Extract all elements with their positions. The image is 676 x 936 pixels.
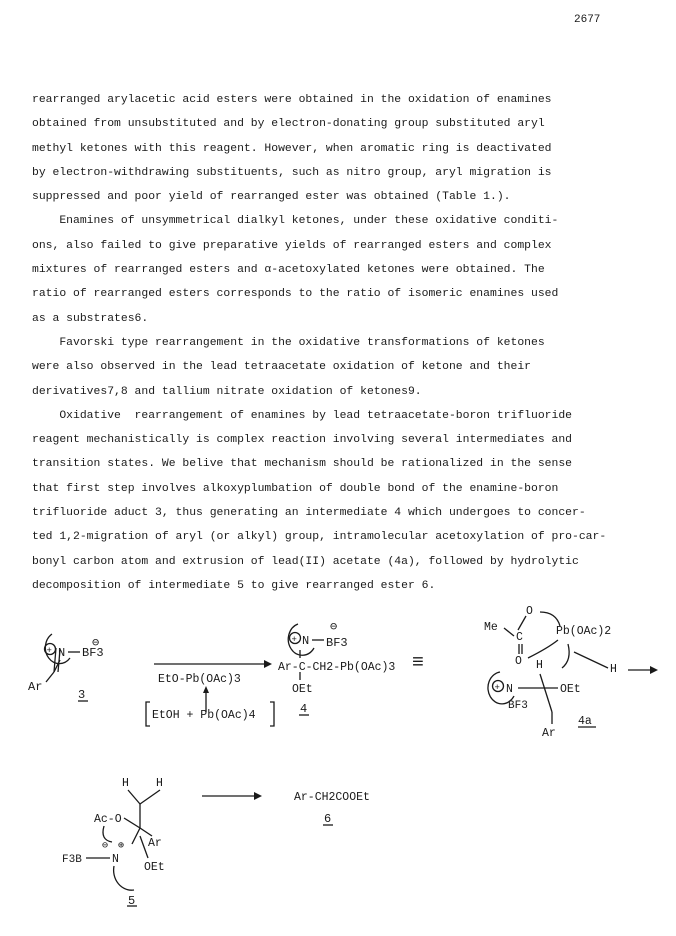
compound-3 — [28, 634, 104, 702]
text-line: transition states. We belive that mechanism should be rationalized in the sense — [32, 458, 573, 471]
svg-text:Me: Me — [484, 621, 498, 634]
equivalence-sign: ≡ — [412, 652, 425, 675]
svg-text:O: O — [515, 655, 522, 668]
svg-text:H: H — [610, 663, 617, 676]
text-line: ons, also failed to give preparative yields of rearranged esters and complex — [32, 239, 552, 252]
svg-text:3: 3 — [78, 688, 86, 702]
svg-text:+: + — [46, 646, 52, 656]
svg-text:N: N — [58, 646, 66, 660]
text-line: derivatives7,8 and tallium nitrate oxidation of ketones9. — [32, 385, 422, 398]
svg-text:⊖: ⊖ — [330, 620, 338, 634]
svg-text:F3B: F3B — [62, 854, 82, 866]
svg-text:H: H — [122, 777, 129, 790]
svg-text:Ar: Ar — [148, 837, 162, 850]
svg-text:N: N — [112, 853, 119, 866]
svg-text:4: 4 — [300, 702, 308, 716]
svg-text:Ar-CH2COOEt: Ar-CH2COOEt — [294, 791, 370, 804]
text-line: methyl ketones with this reagent. However, when aromatic ring is deactivated — [32, 142, 552, 155]
text-line: bonyl carbon atom and extrusion of lead(II) acetate (4a), followed by hydrolytic — [32, 555, 579, 568]
text-line: that first step involves alkoxyplumbation of double bond of the enamine-boron — [32, 482, 559, 495]
svg-text:OEt: OEt — [292, 683, 313, 696]
text-line: Oxidative rearrangement of enamines by lead tetraacetate-boron trifluoride — [32, 409, 573, 422]
svg-text:C: C — [516, 631, 523, 644]
svg-text:⊖: ⊖ — [92, 636, 100, 650]
text-line: decomposition of intermediate 5 to give rearranged ester 6. — [32, 579, 436, 592]
reaction-arrow-3 — [202, 792, 262, 800]
svg-text:OEt: OEt — [560, 683, 581, 696]
svg-text:OEt: OEt — [144, 861, 165, 874]
text-line: ted 1,2-migration of aryl (or alkyl) group, intramolecular acetoxylation of pro-car- — [32, 531, 607, 544]
text-line: were also observed in the lead tetraacetate oxidation of ketone and their — [32, 361, 531, 374]
compound-6 — [294, 791, 370, 826]
svg-text:N: N — [506, 683, 513, 696]
svg-text:EtOH + Pb(OAc)4: EtOH + Pb(OAc)4 — [152, 709, 256, 722]
svg-text:O: O — [526, 605, 533, 618]
text-line: Favorski type rearrangement in the oxidative transformations of ketones — [32, 336, 545, 349]
svg-text:N: N — [302, 634, 310, 648]
svg-text:BF3: BF3 — [82, 646, 104, 660]
svg-text:Ar: Ar — [28, 680, 43, 694]
text-line: as a substrates6. — [32, 312, 149, 325]
svg-text:Pb(OAc)2: Pb(OAc)2 — [556, 625, 612, 638]
svg-text:4a: 4a — [578, 715, 592, 728]
text-line: mixtures of rearranged esters and α-acetoxylated ketones were obtained. The — [32, 264, 545, 277]
compound-4a — [484, 605, 617, 740]
text-line: obtained from unsubstituted and by electron-donating group substituted aryl — [32, 118, 545, 131]
svg-text:Ar: Ar — [542, 727, 556, 740]
svg-text:⊕: ⊕ — [118, 841, 125, 852]
svg-text:Ac-O: Ac-O — [94, 813, 122, 826]
svg-text:Ar-C-CH2-Pb(OAc)3: Ar-C-CH2-Pb(OAc)3 — [278, 661, 396, 674]
body-text — [32, 88, 652, 598]
svg-text:BF3: BF3 — [508, 700, 528, 712]
page-number: 2677 — [574, 14, 601, 26]
svg-text:BF3: BF3 — [326, 636, 348, 650]
reaction-scheme — [0, 600, 676, 936]
text-line: suppressed and poor yield of rearranged ester was obtained (Table 1.). — [32, 191, 511, 204]
svg-text:+: + — [494, 683, 500, 693]
svg-text:H: H — [156, 777, 163, 790]
text-line: by electron-withdrawing substituents, such as nitro group, aryl migration is — [32, 166, 552, 179]
text-line: reagent mechanistically is complex reaction involving several intermediates and — [32, 434, 573, 447]
svg-text:EtO-Pb(OAc)3: EtO-Pb(OAc)3 — [158, 673, 241, 686]
text-line: Enamines of unsymmetrical dialkyl ketones, under these oxidative conditi- — [32, 215, 559, 228]
reaction-arrow-2 — [628, 666, 658, 674]
svg-text:⊖: ⊖ — [102, 841, 109, 852]
text-line: rearranged arylacetic acid esters were obtained in the oxidation of enamines — [32, 94, 552, 106]
svg-text:+: + — [291, 635, 297, 645]
svg-text:H: H — [536, 659, 543, 672]
text-line: trifluoride aduct 3, thus generating an intermediate 4 which undergoes to concer- — [32, 507, 586, 520]
compound-5 — [62, 777, 165, 908]
svg-text:5: 5 — [128, 894, 136, 908]
compound-4 — [278, 620, 395, 716]
svg-text:6: 6 — [324, 812, 332, 826]
text-line: ratio of rearranged esters corresponds to the ratio of isomeric enamines used — [32, 288, 559, 301]
reaction-arrow-1 — [146, 660, 274, 726]
